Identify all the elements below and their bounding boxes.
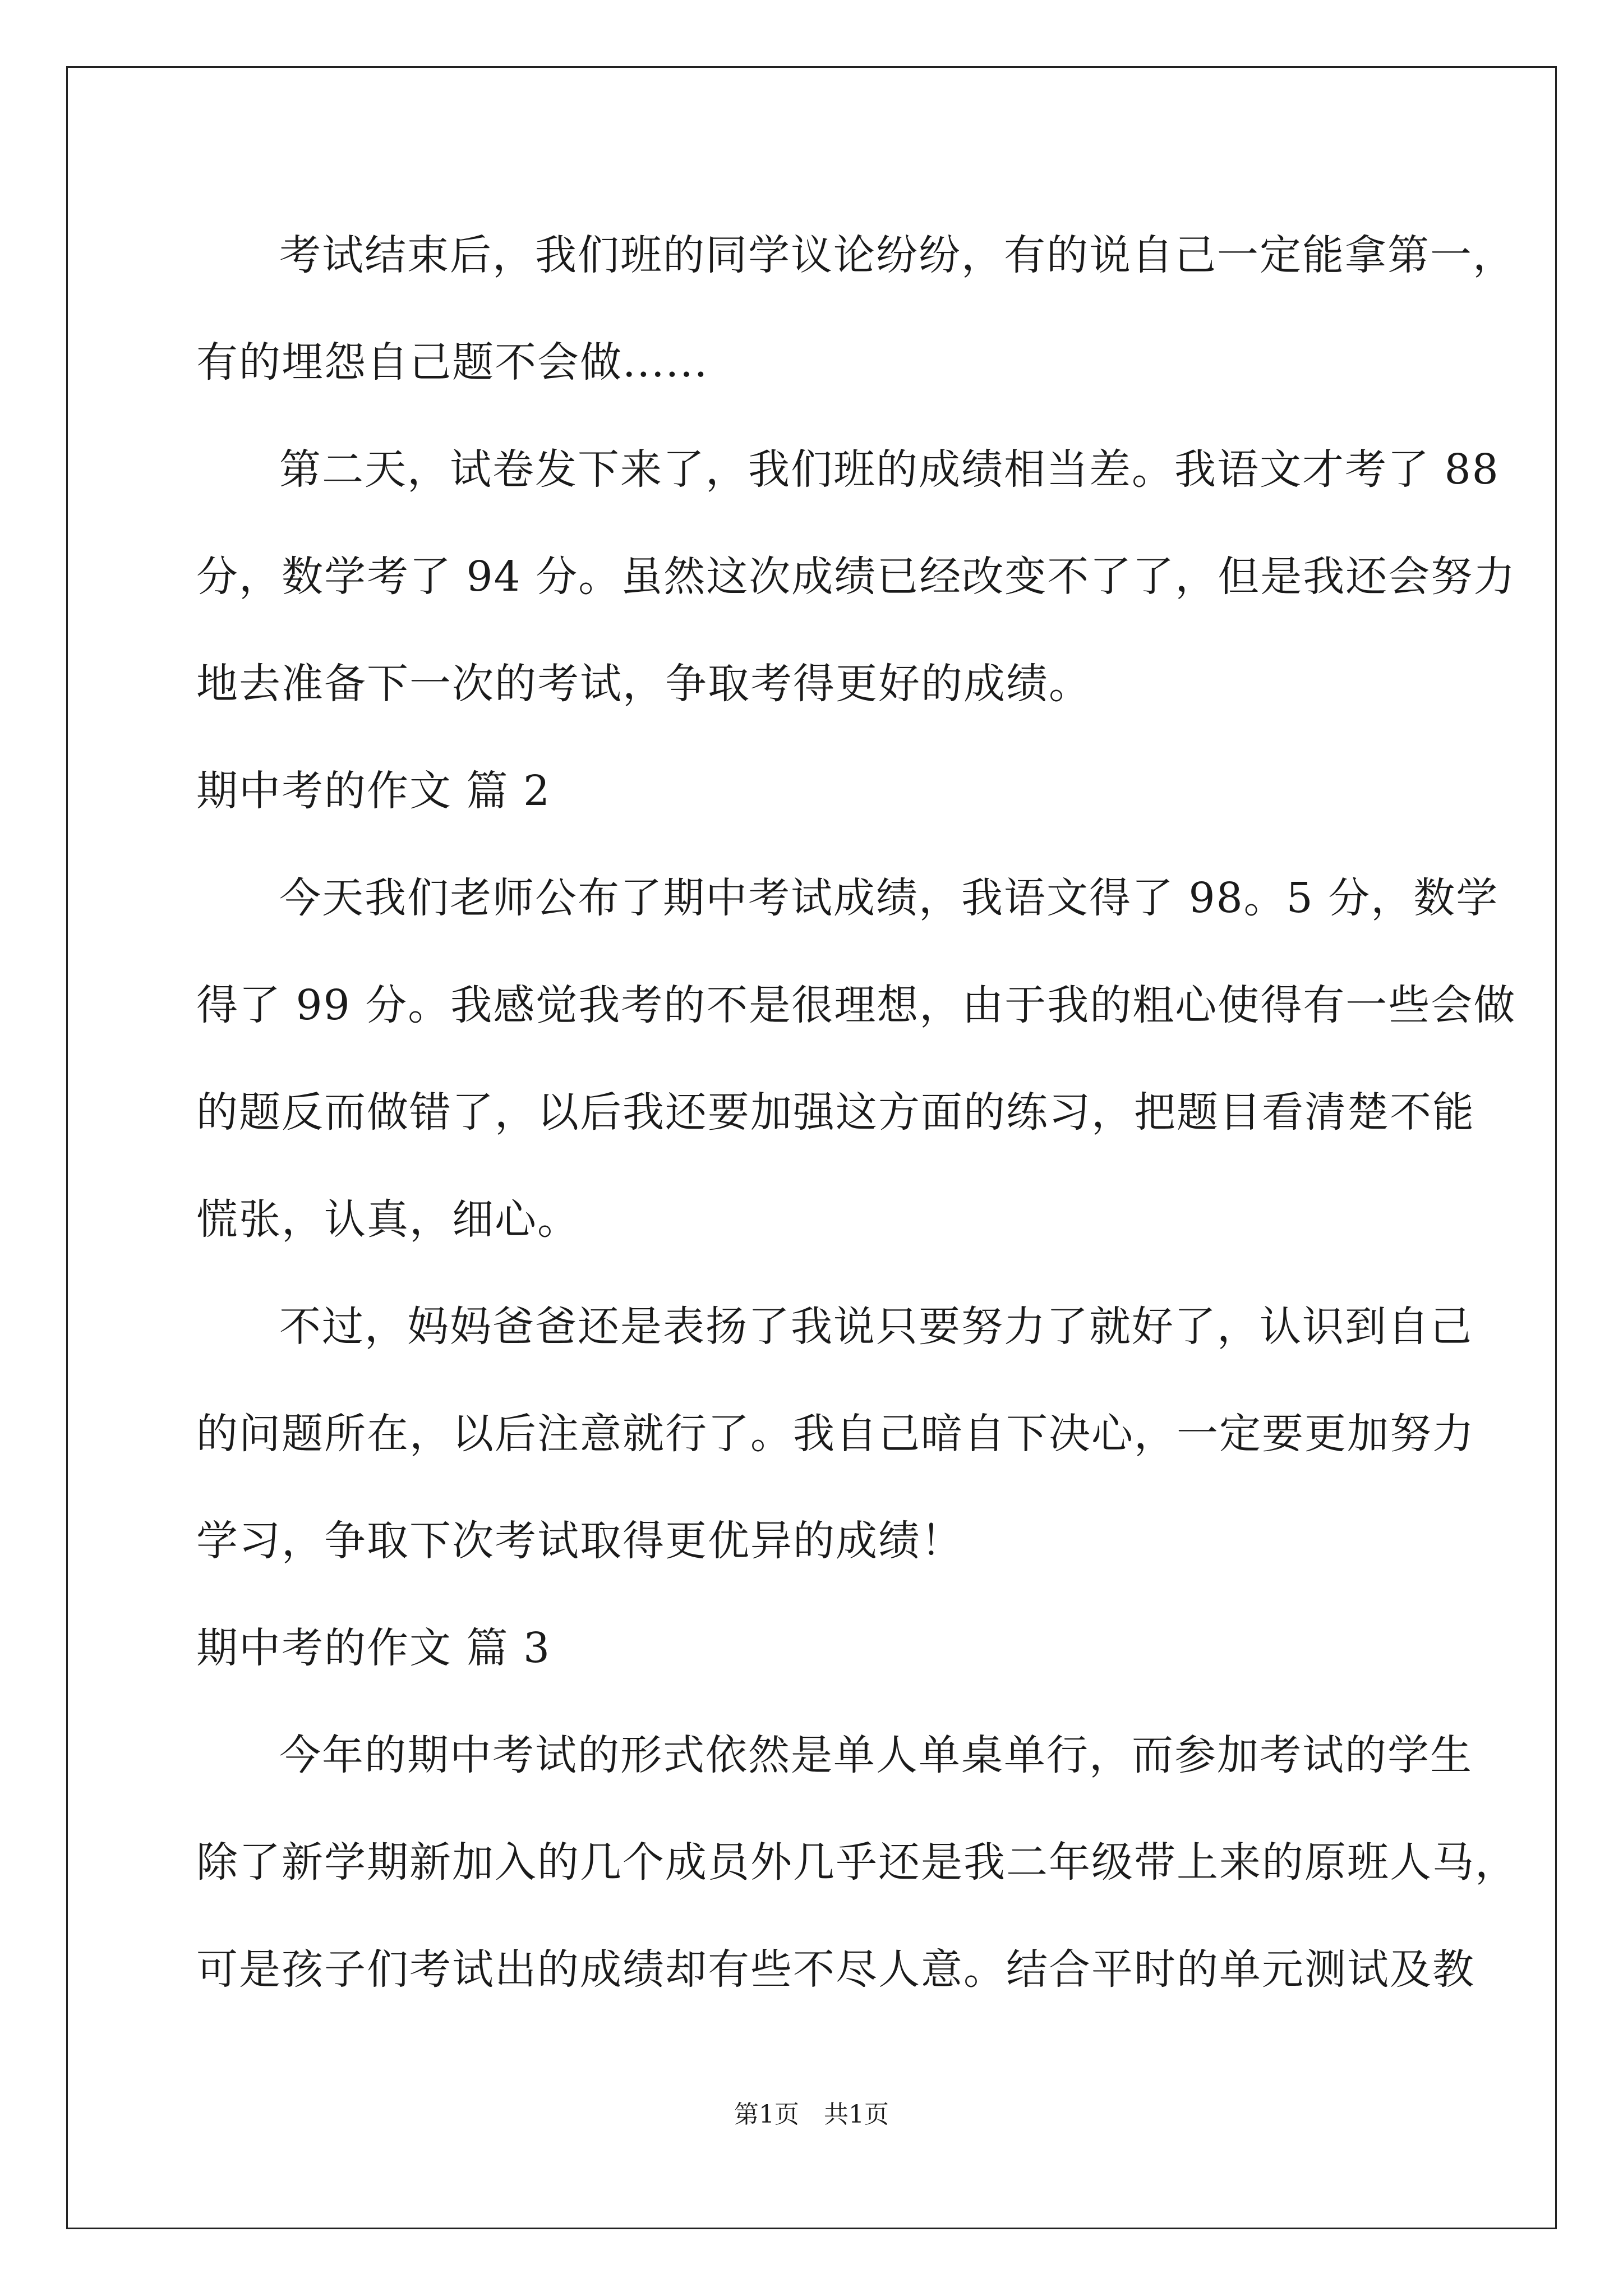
page-total: 共1页 [824, 2100, 889, 2129]
paragraph-line: 不过，妈妈爸爸还是表扬了我说只要努力了就好了，认识到自己 [279, 1303, 1473, 1351]
paragraph-line: 今天我们老师公布了期中考试成绩，我语文得了 98。5 分，数学 [279, 874, 1499, 922]
section-heading: 期中考的作文 篇 2 [196, 767, 551, 815]
paragraph-line: 学习，争取下次考试取得更优异的成绩！ [196, 1517, 963, 1565]
paragraph-line: 分，数学考了 94 分。虽然这次成绩已经改变不了了，但是我还会努力 [196, 553, 1516, 601]
paragraph-line: 考试结束后，我们班的同学议论纷纷，有的说自己一定能拿第一， [279, 231, 1515, 279]
page-footer [0, 2098, 1623, 2132]
paragraph-line: 有的埋怨自己题不会做...... [196, 338, 709, 386]
paragraph-line: 地去准备下一次的考试，争取考得更好的成绩。 [196, 660, 1091, 708]
paragraph-line: 慌张，认真，细心。 [196, 1195, 580, 1244]
paragraph-line: 的问题所在，以后注意就行了。我自己暗自下决心，一定要更加努力 [196, 1410, 1475, 1458]
document-body [196, 202, 1518, 2023]
paragraph-line: 今年的期中考试的形式依然是单人单桌单行，而参加考试的学生 [279, 1731, 1473, 1779]
paragraph-line: 第二天，试卷发下来了，我们班的成绩相当差。我语文才考了 88 [279, 445, 1500, 494]
paragraph-line: 可是孩子们考试出的成绩却有些不尽人意。结合平时的单元测试及教 [196, 1945, 1475, 1994]
page-number: 第1页 [734, 2100, 799, 2129]
paragraph-line: 的题反而做错了，以后我还要加强这方面的练习，把题目看清楚不能 [196, 1088, 1475, 1137]
paragraph-line: 除了新学期新加入的几个成员外几乎还是我二年级带上来的原班人马， [196, 1838, 1518, 1887]
paragraph-line: 得了 99 分。我感觉我考的不是很理想，由于我的粗心使得有一些会做 [196, 981, 1516, 1029]
section-heading: 期中考的作文 篇 3 [196, 1624, 551, 1672]
